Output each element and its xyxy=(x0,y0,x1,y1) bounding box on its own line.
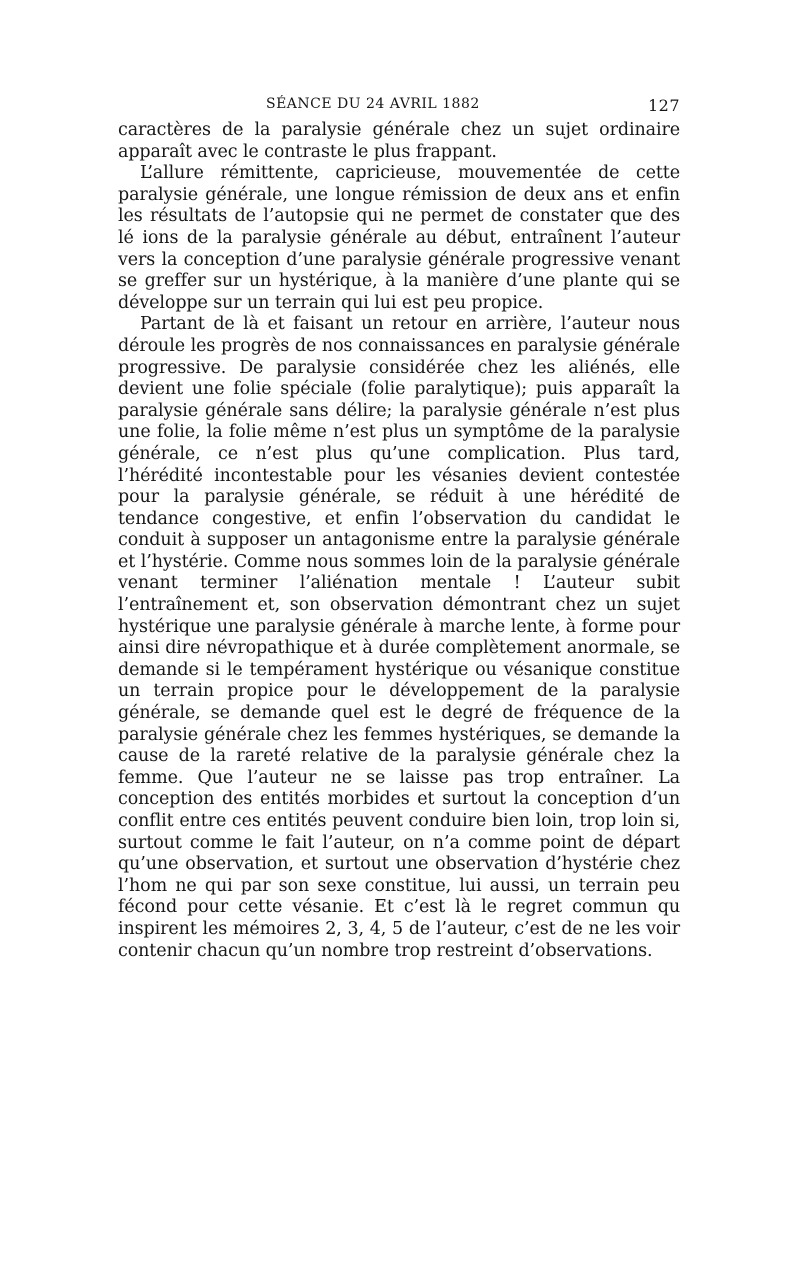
paragraph-history: Partant de là et faisant un retour en arrière, l’auteur nous déroule les progrès de nos connaissances en paralysie générale progressive. De paralysie considérée chez les aliénés, elle devient une folie spéciale (folie paralytique); puis apparaît la paralysie générale sans délire; la paralysie générale n’est plus une folie, la folie même n’est plus un symptôme de la paralysie générale, ce n’est plus qu’une complication. Plus tard, l’hérédité incontestable pour les vésanies devient contestée pour la paralysie générale, se réduit à une hérédité de tendance congestive, et enfin l’observation du candidat le conduit à supposer un antagonisme entre la paralysie générale et l’hystérie. Comme nous sommes loin de la paralysie générale venant terminer l’aliénation mentale ! L’auteur subit l’entraînement et, son observation démontrant chez un sujet hystérique une paralysie générale à marche lente, à forme pour ainsi dire névropathique et à durée complètement anormale, se demande si le tempérament hystérique ou vésanique constitue un terrain propice pour le développement de la paralysie générale, se demande quel est le degré de fréquence de la paralysie générale chez les femmes hystériques, se demande la cause de la rareté relative de la paralysie générale chez la femme. Que l’auteur ne se laisse pas trop entraîner. La conception des entités morbides et surtout la conception d’un conflit entre ces entités peuvent conduire bien loin, trop loin si, surtout comme le fait l’auteur, on n’a comme point de départ qu’une observation, et surtout une observation d’hystérie chez l’hom ne qui par son sexe constitue, lui aussi, un terrain peu fécond pour cette vésanie. Et c’est là le regret commun qu inspirent les mémoires 2, 3, 4, 5 de l’auteur, c’est de ne les voir contenir chacun qu’un nombre trop restreint d’observations. xyxy=(118,314,680,961)
running-title: SÉANCE DU 24 AVRIL 1882 xyxy=(266,96,480,112)
book-page xyxy=(118,92,680,962)
running-head xyxy=(118,92,680,118)
paragraph-autopsy: L’allure rémittente, capricieuse, mouvementée de cette paralysie générale, une longue rémission de deux ans et enfin les résultats de l’autopsie qui ne permet de constater que des lé ions de la paralysie générale au début, entraînent l’auteur vers la conception d’une paralysie générale progressive venant se greffer sur un hystérique, à la manière d’une plante qui se développe sur un terrain qui lui est peu propice. xyxy=(118,163,680,313)
paragraph-continuation: caractères de la paralysie générale chez un sujet ordinaire apparaît avec le contraste le plus frappant. xyxy=(118,120,680,162)
page-number: 127 xyxy=(647,96,680,115)
body-text xyxy=(118,120,680,962)
